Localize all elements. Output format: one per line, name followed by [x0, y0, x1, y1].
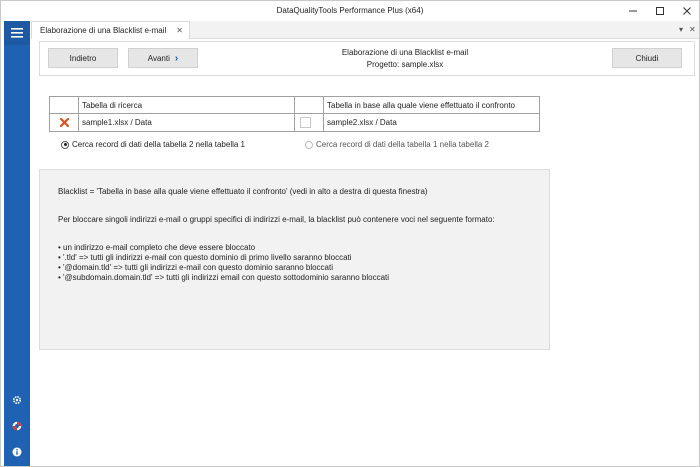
- radio-selected-indicator: [61, 141, 69, 149]
- radio-unselected-indicator: [305, 141, 313, 149]
- radio-option-2-label: Cerca record di dati della tabella 1 nella tabella 2: [316, 140, 489, 149]
- project-label: Progetto: sample.xlsx: [366, 60, 444, 69]
- info-icon: [12, 447, 22, 457]
- compare-table-value[interactable]: sample2.xlsx / Data: [327, 118, 397, 127]
- help-button[interactable]: [9, 418, 25, 434]
- compare-table-checkbox[interactable]: [300, 117, 311, 128]
- close-all-tabs-icon[interactable]: ✕: [689, 25, 696, 34]
- next-button-label: Avanti: [147, 53, 170, 63]
- tables-grid: [49, 96, 540, 132]
- info-button[interactable]: [9, 444, 25, 460]
- gear-icon: [12, 395, 22, 405]
- title-bar: [1, 1, 699, 21]
- close-icon: [682, 6, 692, 16]
- info-bullet-full-address: • un indirizzo e-mail completo che deve essere bloccato: [58, 243, 256, 252]
- column-header-compare-table: Tabella in base alla quale viene effettuato il confronto: [324, 97, 539, 114]
- remove-icon: [60, 118, 69, 127]
- back-button-label: Indietro: [69, 53, 97, 63]
- tab-label: Elaborazione di una Blacklist e-mail: [40, 26, 167, 35]
- minimize-button[interactable]: [619, 1, 647, 21]
- info-bullet-domain: • '@domain.tld' => tutti gli indirizzi e-mail con questo dominio saranno bloccati: [58, 263, 333, 272]
- next-button[interactable]: [128, 48, 198, 68]
- maximize-button[interactable]: [646, 1, 674, 21]
- close-window-button[interactable]: [673, 1, 700, 21]
- tab-blacklist-email[interactable]: [31, 21, 190, 39]
- maximize-icon: [655, 6, 665, 16]
- minimize-icon: [628, 6, 638, 16]
- column-header-search-table: Tabella di ricerca: [79, 97, 295, 114]
- info-line-format: Per bloccare singoli indirizzi e-mail o gruppi specifici di indirizzi e-mail, la blacklist può contenere voci nel seguente formato:: [58, 215, 495, 224]
- lifebuoy-icon: [12, 421, 22, 431]
- back-button[interactable]: [48, 48, 118, 68]
- remove-search-table-button[interactable]: [50, 114, 79, 131]
- chevron-right-icon: ›: [174, 52, 179, 64]
- header-info: [240, 47, 570, 71]
- menu-button[interactable]: [4, 21, 30, 45]
- left-navigation-rail: [4, 21, 30, 466]
- radio-search-1-in-2[interactable]: [305, 140, 489, 149]
- page-title: Elaborazione di una Blacklist e-mail: [341, 48, 469, 57]
- hamburger-icon: [11, 28, 23, 38]
- tab-list-dropdown-icon[interactable]: ▾: [679, 25, 684, 34]
- info-bullet-tld: • '.tld' => tutti gli indirizzi e-mail con questo dominio di primo livello saranno bloccati: [58, 253, 352, 262]
- info-panel: [39, 169, 550, 350]
- header-cell-empty-1: [50, 97, 79, 114]
- close-button-label: Chiudi: [635, 53, 659, 63]
- settings-button[interactable]: [9, 392, 25, 408]
- header-panel: [39, 41, 695, 76]
- tab-strip: [31, 21, 699, 39]
- tab-close-icon[interactable]: ✕: [176, 26, 183, 35]
- radio-search-2-in-1[interactable]: [61, 140, 245, 149]
- info-line-blacklist: Blacklist = 'Tabella in base alla quale viene effettuato il confronto' (vedi in alto a destra di questa finestra): [58, 187, 428, 196]
- search-table-value[interactable]: sample1.xlsx / Data: [79, 114, 295, 131]
- radio-option-1-label: Cerca record di dati della tabella 2 nella tabella 1: [72, 140, 245, 149]
- header-cell-empty-2: [295, 97, 324, 114]
- info-bullet-subdomain: • '@subdomain.domain.tld' => tutti gli indirizzi email con questo sottodominio saranno bloccati: [58, 273, 390, 282]
- close-button[interactable]: [612, 48, 682, 68]
- window-title: DataQualityTools Performance Plus (x64): [276, 6, 424, 15]
- compare-table-checkbox-cell: [295, 114, 324, 131]
